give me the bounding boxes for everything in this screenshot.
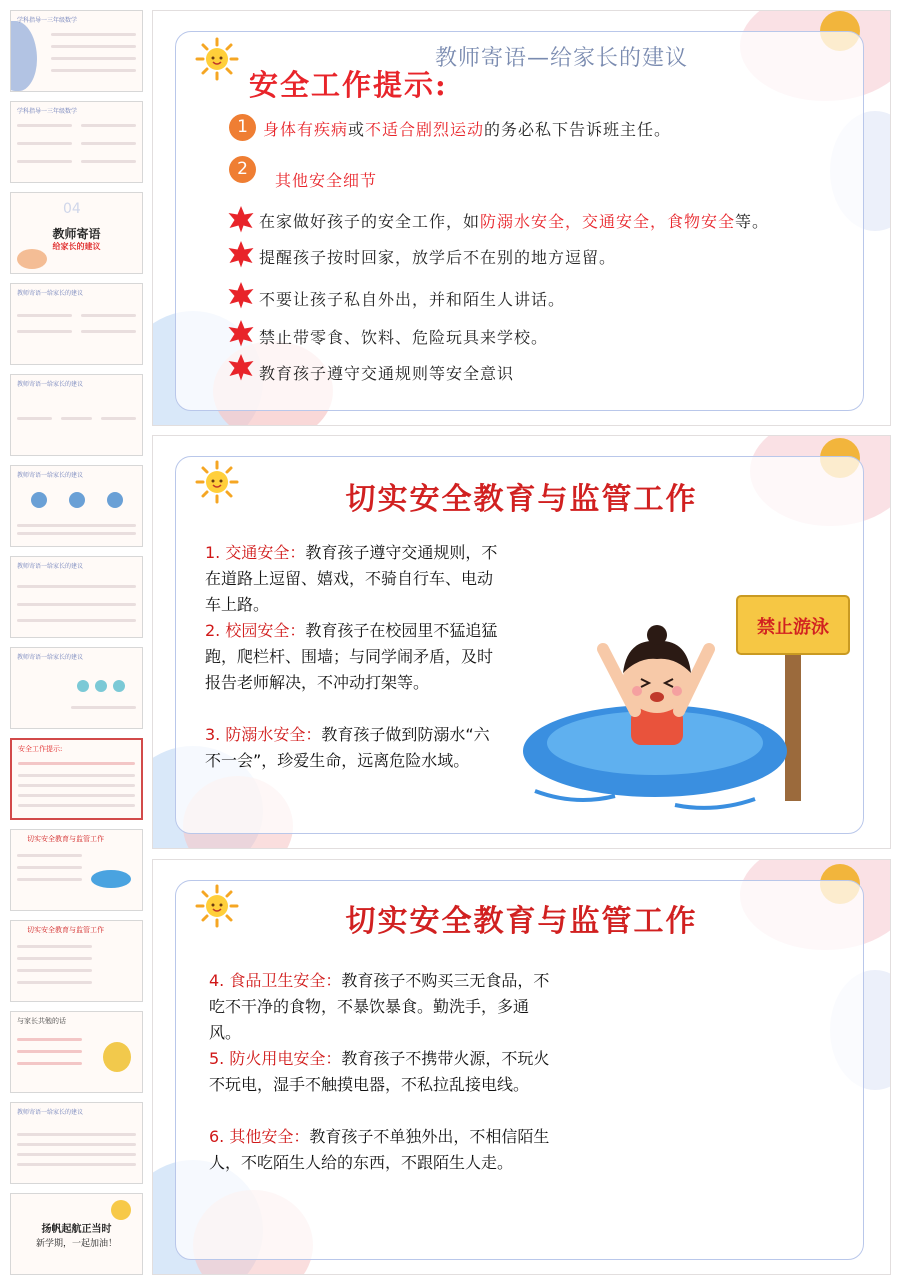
star-bullet-icon bbox=[227, 353, 255, 381]
slide-thumbnail-panel bbox=[0, 0, 150, 1286]
bullet-3: 不要让孩子私自外出，并和陌生人讲话。 bbox=[259, 290, 566, 309]
slide-title: 安全工作提示: bbox=[249, 68, 448, 102]
safety-paragraph-6: 6. 其他安全：教育孩子不单独外出，不相信陌生人，不吃陌生人给的东西，不跟陌生人走。 bbox=[209, 1127, 550, 1172]
star-bullet-icon bbox=[227, 281, 255, 309]
slide-thumbnail-11[interactable]: 切实安全教育与监管工作 bbox=[10, 920, 143, 1002]
bullet-4: 禁止带零食、饮料、危险玩具来学校。 bbox=[259, 328, 549, 347]
slide-safety-education-1 bbox=[152, 435, 891, 849]
slide-thumbnail-1[interactable]: 学科指导一三年级数学 bbox=[10, 10, 143, 92]
slide-thumbnail-2[interactable]: 学科指导一三年级数学 bbox=[10, 101, 143, 183]
no-swimming-illustration bbox=[515, 591, 855, 821]
slide-thumbnail-7[interactable]: 教师寄语一给家长的建议 bbox=[10, 556, 143, 638]
slide-subtitle: 教师寄语—给家长的建议 bbox=[435, 46, 689, 71]
number-badge-2: 2 bbox=[229, 156, 256, 183]
slide-thumbnail-3[interactable]: 04 教师寄语 给家长的建议 bbox=[10, 192, 143, 274]
tip-item-1: 身体有疾病或不适合剧烈运动的务必私下告诉班主任。 bbox=[263, 120, 672, 139]
bullet-1: 在家做好孩子的安全工作，如防溺水安全，交通安全，食物安全等。 bbox=[259, 212, 770, 231]
bullet-2: 提醒孩子按时回家，放学后不在别的地方逗留。 bbox=[259, 248, 617, 267]
tip-item-2: 其他安全细节 bbox=[275, 171, 378, 190]
safety-paragraph-5: 5. 防火用电安全：教育孩子不携带火源，不玩火不玩电，湿手不触摸电器，不私拉乱接电线。 bbox=[209, 1049, 550, 1094]
slide-thumbnail-6[interactable]: 教师寄语一给家长的建议 bbox=[10, 465, 143, 547]
slide-thumbnail-4[interactable]: 教师寄语一给家长的建议 bbox=[10, 283, 143, 365]
slide-thumbnail-14[interactable]: 扬帆起航正当时 新学期，一起加油！ bbox=[10, 1193, 143, 1275]
star-bullet-icon bbox=[227, 205, 255, 233]
slide-safety-tips bbox=[152, 10, 891, 426]
slide-thumbnail-10[interactable]: 切实安全教育与监管工作 bbox=[10, 829, 143, 911]
sun-icon bbox=[195, 37, 239, 81]
safety-paragraph-3: 3. 防溺水安全：教育孩子做到防溺水“六不一会”，珍爱生命，远离危险水域。 bbox=[205, 725, 490, 770]
slide-title: 切实安全教育与监管工作 bbox=[345, 482, 698, 517]
number-badge-1: 1 bbox=[229, 114, 256, 141]
safety-paragraph-4: 4. 食品卫生安全：教育孩子不购买三无食品，不吃不干净的食物，不暴饮暴食。勤洗手，多通风。 bbox=[209, 971, 550, 1042]
slide-title: 切实安全教育与监管工作 bbox=[345, 904, 698, 939]
star-bullet-icon bbox=[227, 240, 255, 268]
slide-thumbnail-9[interactable]: 安全工作提示: bbox=[10, 738, 143, 820]
no-swimming-sign-text: 禁止游泳 bbox=[757, 617, 829, 638]
star-bullet-icon bbox=[227, 319, 255, 347]
bullet-5: 教育孩子遵守交通规则等安全意识 bbox=[259, 364, 515, 383]
slide-thumbnail-13[interactable]: 教师寄语一给家长的建议 bbox=[10, 1102, 143, 1184]
slide-thumbnail-8[interactable]: 教师寄语一给家长的建议 bbox=[10, 647, 143, 729]
slide-safety-education-2 bbox=[152, 859, 891, 1275]
safety-paragraph-2: 2. 校园安全：教育孩子在校园里不猛追猛跑，爬栏杆、围墙；与同学闹矛盾，及时报告老师解决，不冲动打架等。 bbox=[205, 621, 498, 692]
slide-thumbnail-5[interactable]: 教师寄语一给家长的建议 bbox=[10, 374, 143, 456]
safety-paragraph-1: 1. 交通安全：教育孩子遵守交通规则，不在道路上逗留、嬉戏，不骑自行车、电动车上路。 bbox=[205, 543, 498, 614]
slide-thumbnail-12[interactable]: 与家长共勉的话 bbox=[10, 1011, 143, 1093]
